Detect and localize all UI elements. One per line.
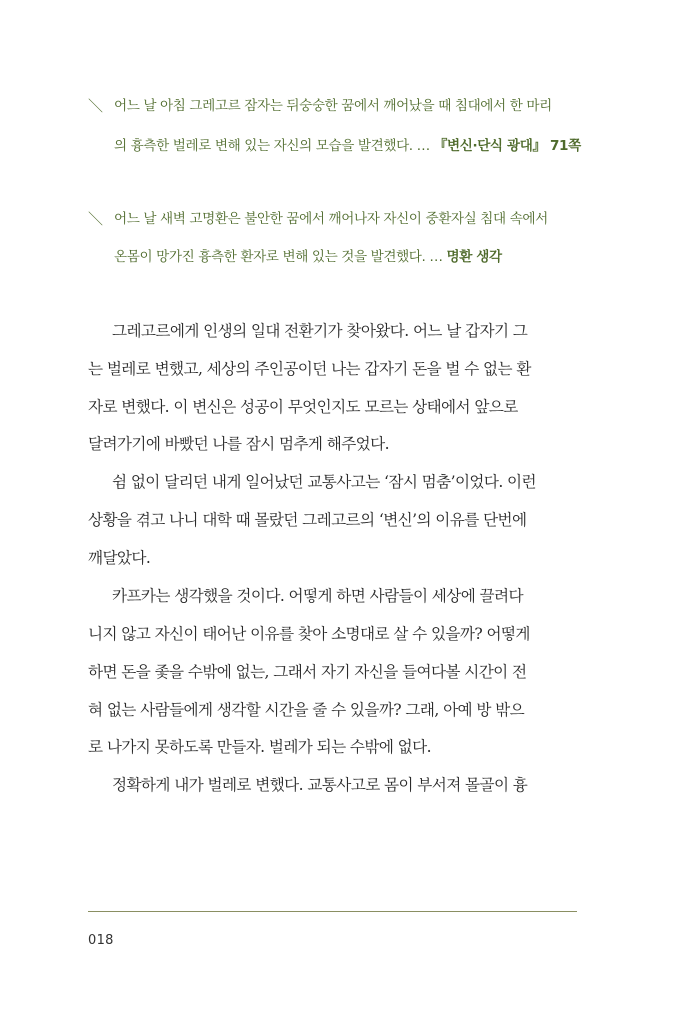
- quote-mark-icon: ＼: [88, 210, 103, 228]
- body-line: 정확하게 내가 벌레로 변했다. 교통사고로 몸이 부서져 몰골이 흉: [112, 776, 528, 794]
- body-line: 쉼 없이 달리던 내게 일어났던 교통사고는 ‘잠시 멈춤’이었다. 이런: [112, 473, 536, 491]
- quote-line: 온몸이 망가진 흉측한 환자로 변해 있는 것을 발견했다. …: [114, 249, 447, 265]
- body-line: 그레고르에게 인생의 일대 전환기가 찾아왔다. 어느 날 갑자기 그: [112, 322, 528, 340]
- body-line: 카프카는 생각했을 것이다. 어떻게 하면 사람들이 세상에 끌려다: [112, 587, 523, 605]
- body-line: 달려가기에 바빴던 나를 잠시 멈추게 해주었다.: [88, 435, 389, 453]
- quote-line: 어느 날 아침 그레고르 잠자는 뒤숭숭한 꿈에서 깨어났을 때 침대에서 한 마리: [114, 98, 552, 114]
- body-line: 는 벌레로 변했고, 세상의 주인공이던 나는 갑자기 돈을 벌 수 없는 환: [88, 360, 531, 378]
- footer-divider: [88, 911, 577, 912]
- page-number: 018: [88, 933, 114, 948]
- epigraph-quote-myunghwan: [88, 209, 588, 269]
- body-line: 자로 변했다. 이 변신은 성공이 무엇인지도 모르는 상태에서 앞으로: [88, 398, 518, 416]
- body-line: 로 나가지 못하도록 만들자. 벌레가 되는 수밖에 없다.: [88, 738, 431, 756]
- quote-line-with-source: [114, 136, 581, 156]
- quote-line-with-source: [114, 247, 502, 267]
- body-line: 니지 않고 자신이 태어난 이유를 찾아 소명대로 살 수 있을까? 어떻게: [88, 625, 530, 643]
- body-text: [88, 320, 578, 800]
- body-line: 하면 돈을 좇을 수밖에 없는, 그래서 자기 자신을 들여다볼 시간이 전: [88, 663, 527, 681]
- quote-source: 명환 생각: [446, 249, 502, 265]
- body-line: 혀 없는 사람들에게 생각할 시간을 줄 수 있을까? 그래, 아예 방 밖으: [88, 701, 525, 719]
- quote-line: 어느 날 새벽 고명환은 불안한 꿈에서 깨어나자 자신이 중환자실 침대 속에서: [114, 211, 548, 227]
- quote-line: 의 흉측한 벌레로 변해 있는 자신의 모습을 발견했다. …: [114, 138, 434, 154]
- quote-mark-icon: ＼: [88, 97, 103, 115]
- epigraph-quote-kafka: [88, 96, 588, 156]
- body-line: 깨달았다.: [88, 549, 151, 567]
- body-line: 상황을 겪고 나니 대학 때 몰랐던 그레고르의 ‘변신’의 이유를 단번에: [88, 511, 527, 529]
- quote-source: 『변신·단식 광대』 71쪽: [433, 138, 581, 154]
